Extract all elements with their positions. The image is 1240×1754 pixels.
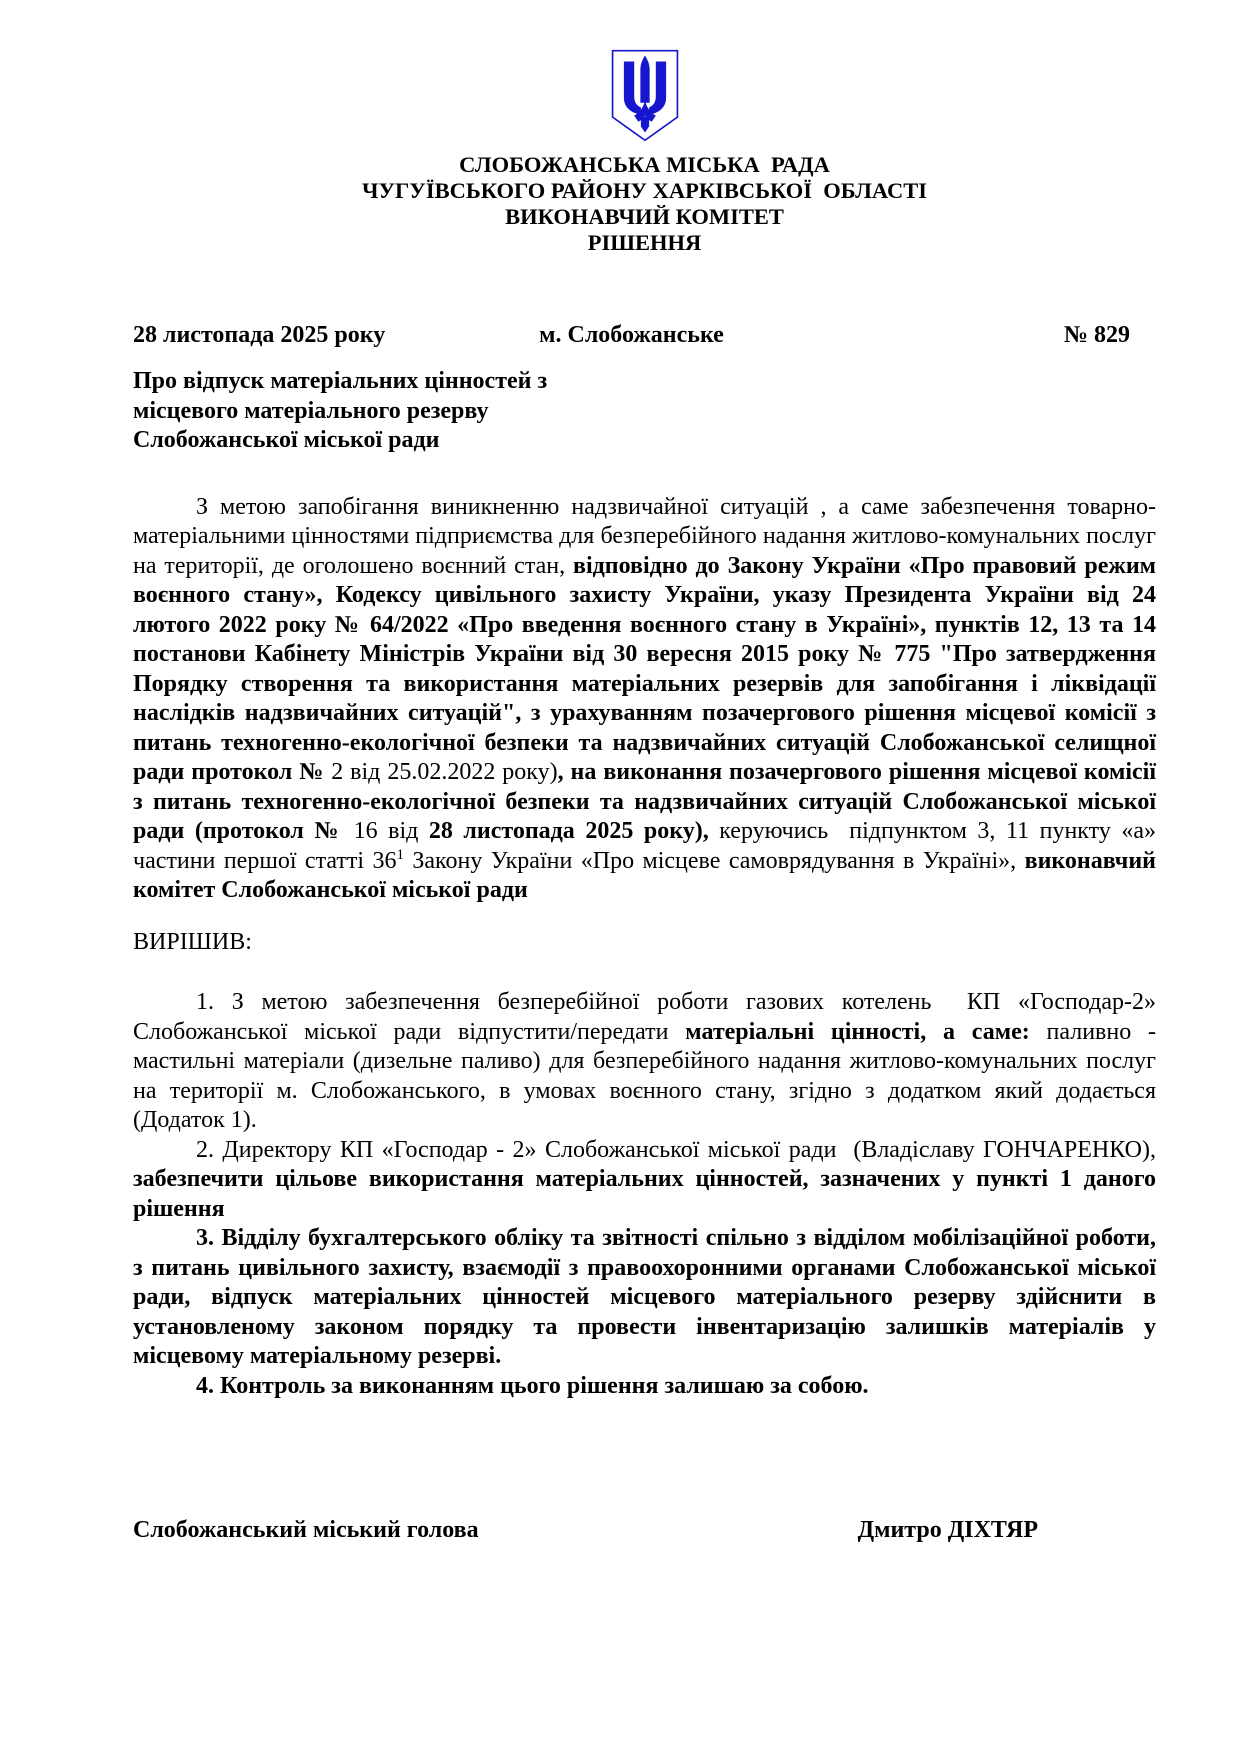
subject-line-1: Про відпуск матеріальних цінностей з — [133, 368, 548, 394]
decision-item-4: 4. Контроль за виконанням цього рішення залишаю за собою. — [196, 1372, 869, 1399]
signature-row — [133, 1515, 1156, 1545]
doc-date: 28 листопада 2025 року — [133, 322, 386, 348]
org-name-line-2: ЧУГУЇВСЬКОГО РАЙОНУ ХАРКІВСЬКОЇ ОБЛАСТІ — [361, 178, 928, 203]
signer-position: Слобожанський міський голова — [133, 1517, 479, 1543]
doc-subject — [133, 367, 1156, 456]
org-name-line-3: ВИКОНАВЧИЙ КОМІТЕТ — [505, 204, 784, 229]
decision-items — [133, 988, 1156, 1401]
tryzub-icon — [610, 48, 680, 143]
subject-line-2: місцевого матеріального резерву — [133, 397, 489, 424]
coat-of-arms — [133, 48, 1156, 146]
doc-place: м. Слобожанське — [539, 322, 724, 348]
doc-number: № 829 — [1063, 322, 1130, 348]
preamble-paragraph: З метою запобігання виникненню надзвичайної ситуацій , а саме забезпечення товарно-матеріальними цінностями підприємства для безперебійного надання житлово-комунальних послуг на території, де оголошено воєнний стан, відповідно до Закону України «Про правовий режим воєнного стану», Кодексу цивільного захисту України, указу Президента України від 24 лютого 2022 року № 64/2022 «Про введення воєнного стану в Україні», пунктів 12, 13 та 14 постанови Кабінету Міністрів України від 30 вересня 2015 року № 775 "Про затвердження Порядку створення та використання матеріальних резервів для запобігання і ліквідації наслідків надзвичайних ситуацій", з урахуванням позачергового рішення місцевої комісії з питань техногенно-екологічної безпеки та надзвичайних ситуацій Слобожанської селищної ради протокол № 2 від 25.02.2022 року), на виконання позачергового рішення місцевої комісії з питань техногенно-екологічної безпеки та надзвичайних ситуацій Слобожанської міської ради (протокол № 16 від 28 листопада 2025 року), керуючись підпунктом 3, 11 пункту «а» частини першої статті $36^1$ Закону України «Про місцеве самоврядування в Україні», виконавчий комітет Слобожанської міської ради — [133, 493, 1157, 903]
subject-line-3: Слобожанської міської ради — [133, 427, 440, 453]
doc-meta-row — [133, 320, 1156, 350]
org-name-line-1: СЛОБОЖАНСЬКА МІСЬКА РАДА — [459, 152, 830, 177]
resolved-label: ВИРІШИВ: — [133, 928, 252, 955]
decision-item-2: 2. Директору КП «Господар - 2» Слобожанської міської ради (Владіславу ГОНЧАРЕНКО), забезпечити цільове використання матеріальних цінностей, зазначених у пункті 1 даного рішення — [133, 1136, 1156, 1222]
decision-item-1: 1. З метою забезпечення безперебійної роботи газових котелень КП «Господар-2» Слобожанської міської ради відпустити/передати матеріальні цінності, а саме: паливно - мастильні матеріали (дизельне паливо) для безперебійного надання житлово-комунальних послуг на території м. Слобожанського, в умовах воєнного стану, згідно з додатком який додається (Додаток 1). — [133, 989, 1156, 1133]
decision-item-3: 3. Відділу бухгалтерського обліку та звітності спільно з відділом мобілізаційної роботи, з питань цивільного захисту, взаємодії з правоохоронними органами Слобожанської міської ради, відпуск матеріальних цінностей місцевого матеріального резерву здійснити в установленому законом порядку та провести інвентаризацію залишків матеріалів у місцевому матеріальному резерві. — [133, 1225, 1156, 1369]
signer-name: Дмитро ДІХТЯР — [857, 1517, 1038, 1543]
doc-type-title: РІШЕННЯ — [587, 230, 702, 255]
